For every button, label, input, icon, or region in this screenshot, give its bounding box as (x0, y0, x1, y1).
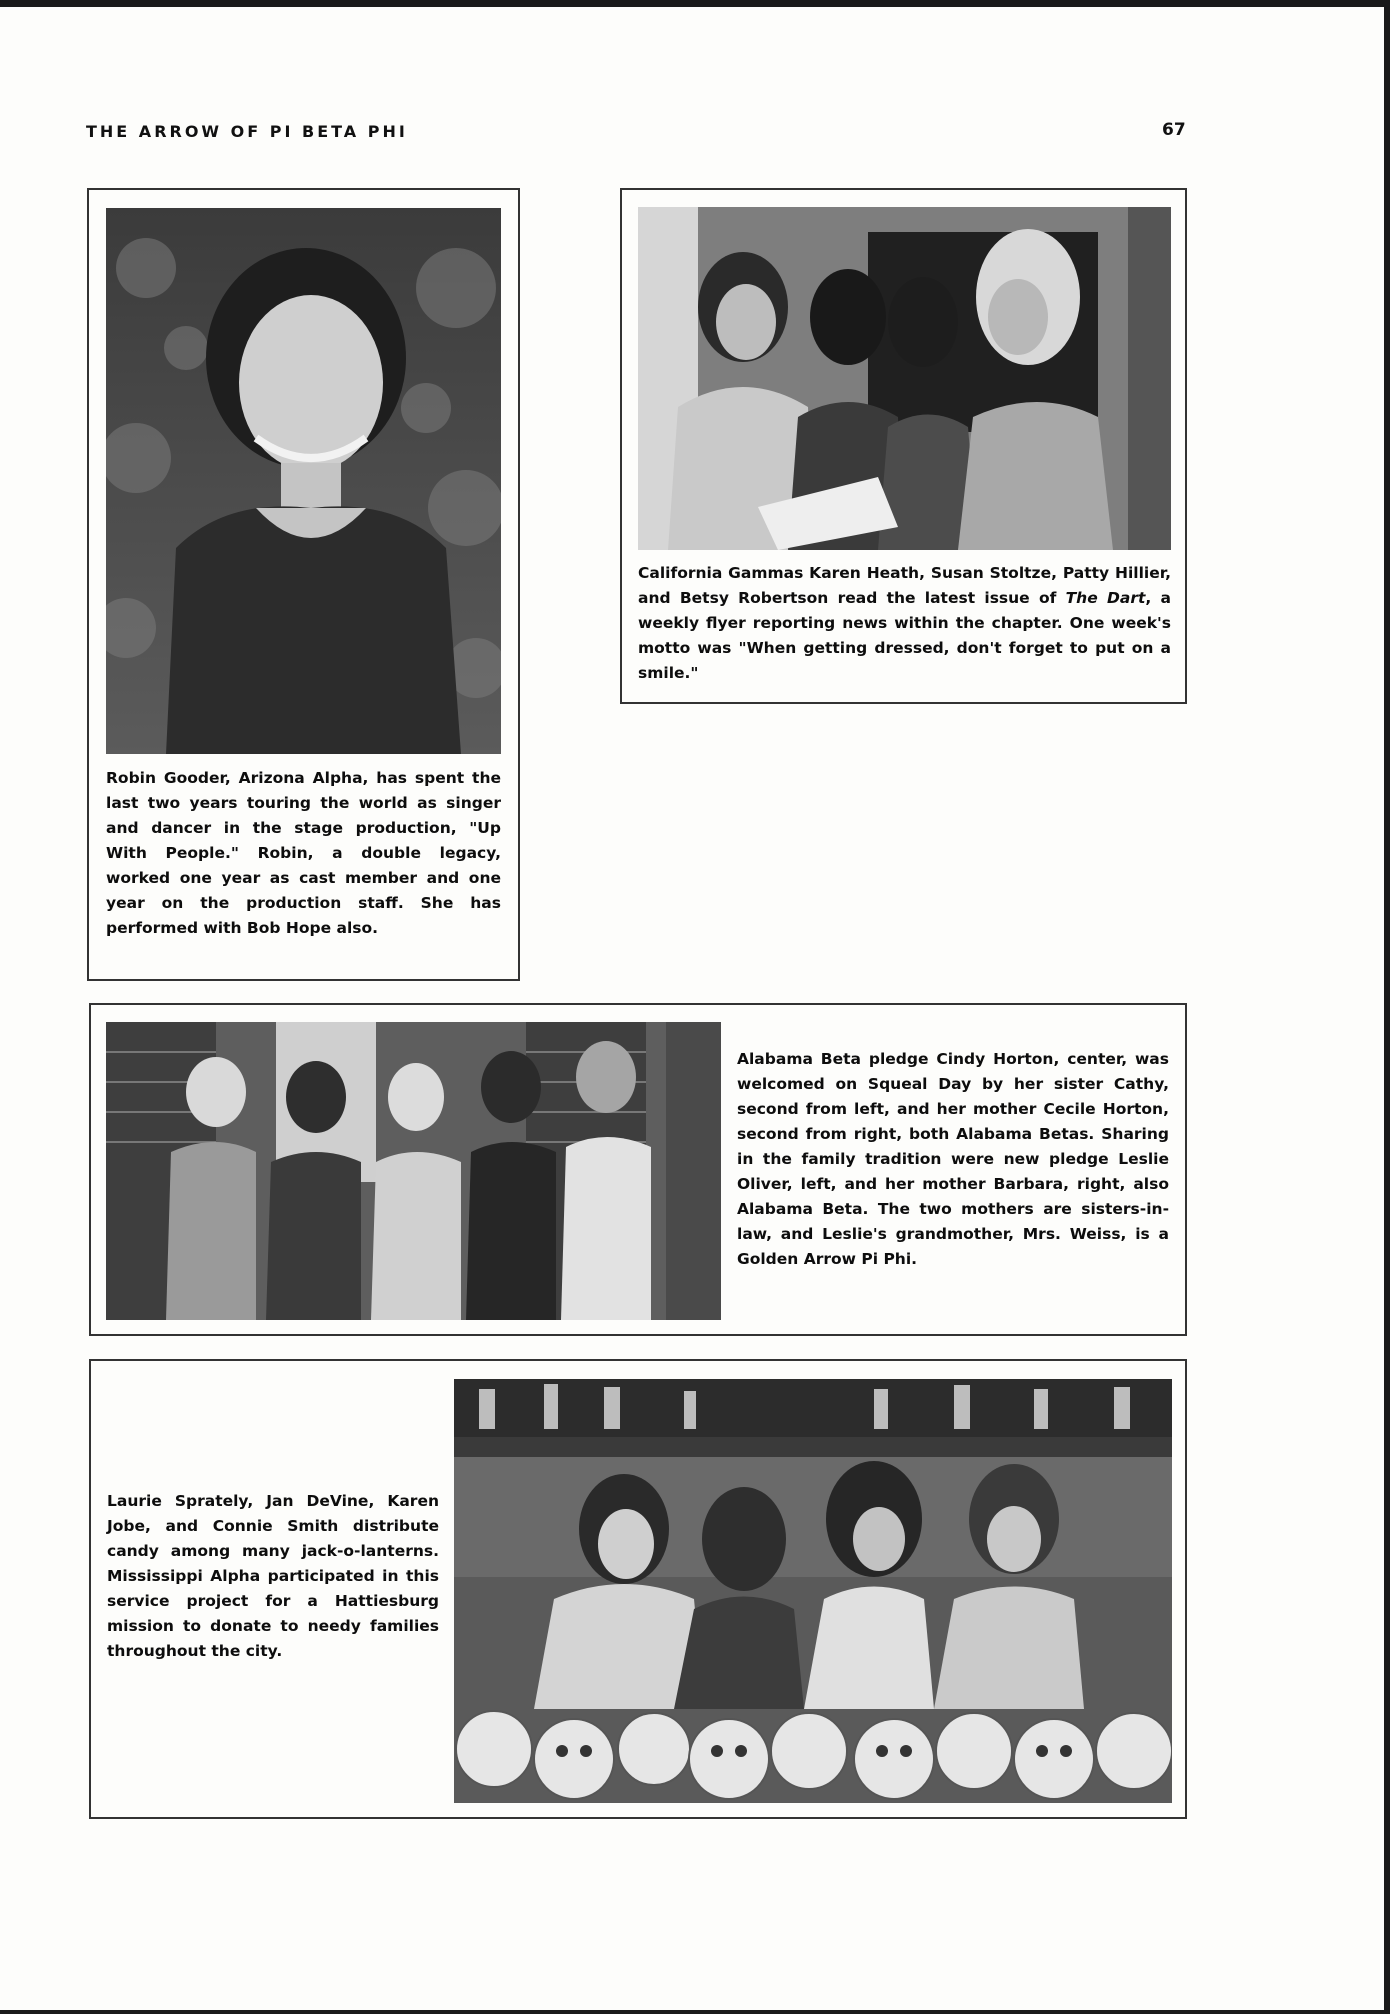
caption-mississippi: Laurie Sprately, Jan DeVine, Karen Jobe, and Connie Smith distribute candy among many jack-o-lanterns. Mississippi Alpha participated in this service project for a Hattiesburg mission to donate to needy families throughout the city. (107, 1492, 439, 1660)
caption-california (638, 561, 1171, 686)
running-head: THE ARROW OF PI BETA PHI (86, 122, 408, 141)
page-number: 67 (1162, 120, 1186, 140)
figure-alabama (89, 1003, 1187, 1336)
caption-robin: Robin Gooder, Arizona Alpha, has spent the last two years touring the world as singer and dancer in the stage production, "Up With People." Robin, a double legacy, worked one year as cast member and one year on the production staff. She has performed with Bob Hope also. (106, 769, 501, 937)
figure-robin (87, 188, 520, 981)
photo-robin-portrait (106, 208, 501, 754)
photo-mississippi-jack-o-lanterns (454, 1379, 1172, 1803)
photo-alabama-group (106, 1022, 721, 1320)
caption-california-part1: California Gammas Karen Heath, Susan Stoltze, Patty Hillier, and Betsy Robertson read the latest issue of (638, 564, 1171, 607)
caption-california-part2: , a weekly flyer reporting news within the chapter. One week's motto was "When getting dressed, don't forget to put on a smile." (638, 589, 1171, 682)
photo-california-group (638, 207, 1171, 550)
caption-alabama: Alabama Beta pledge Cindy Horton, center, was welcomed on Squeal Day by her sister Cathy, second from left, and her mother Cecile Horton, second from right, both Alabama Betas. Sharing in the family tradition were new pledge Leslie Oliver, left, and her mother Barbara, right, also Alabama Beta. The two mothers are sisters-in-law, and Leslie's grandmother, Mrs. Weiss, is a Golden Arrow Pi Phi. (737, 1050, 1169, 1268)
figure-mississippi (89, 1359, 1187, 1819)
figure-california (620, 188, 1187, 704)
caption-california-title: The Dart (1065, 589, 1146, 607)
